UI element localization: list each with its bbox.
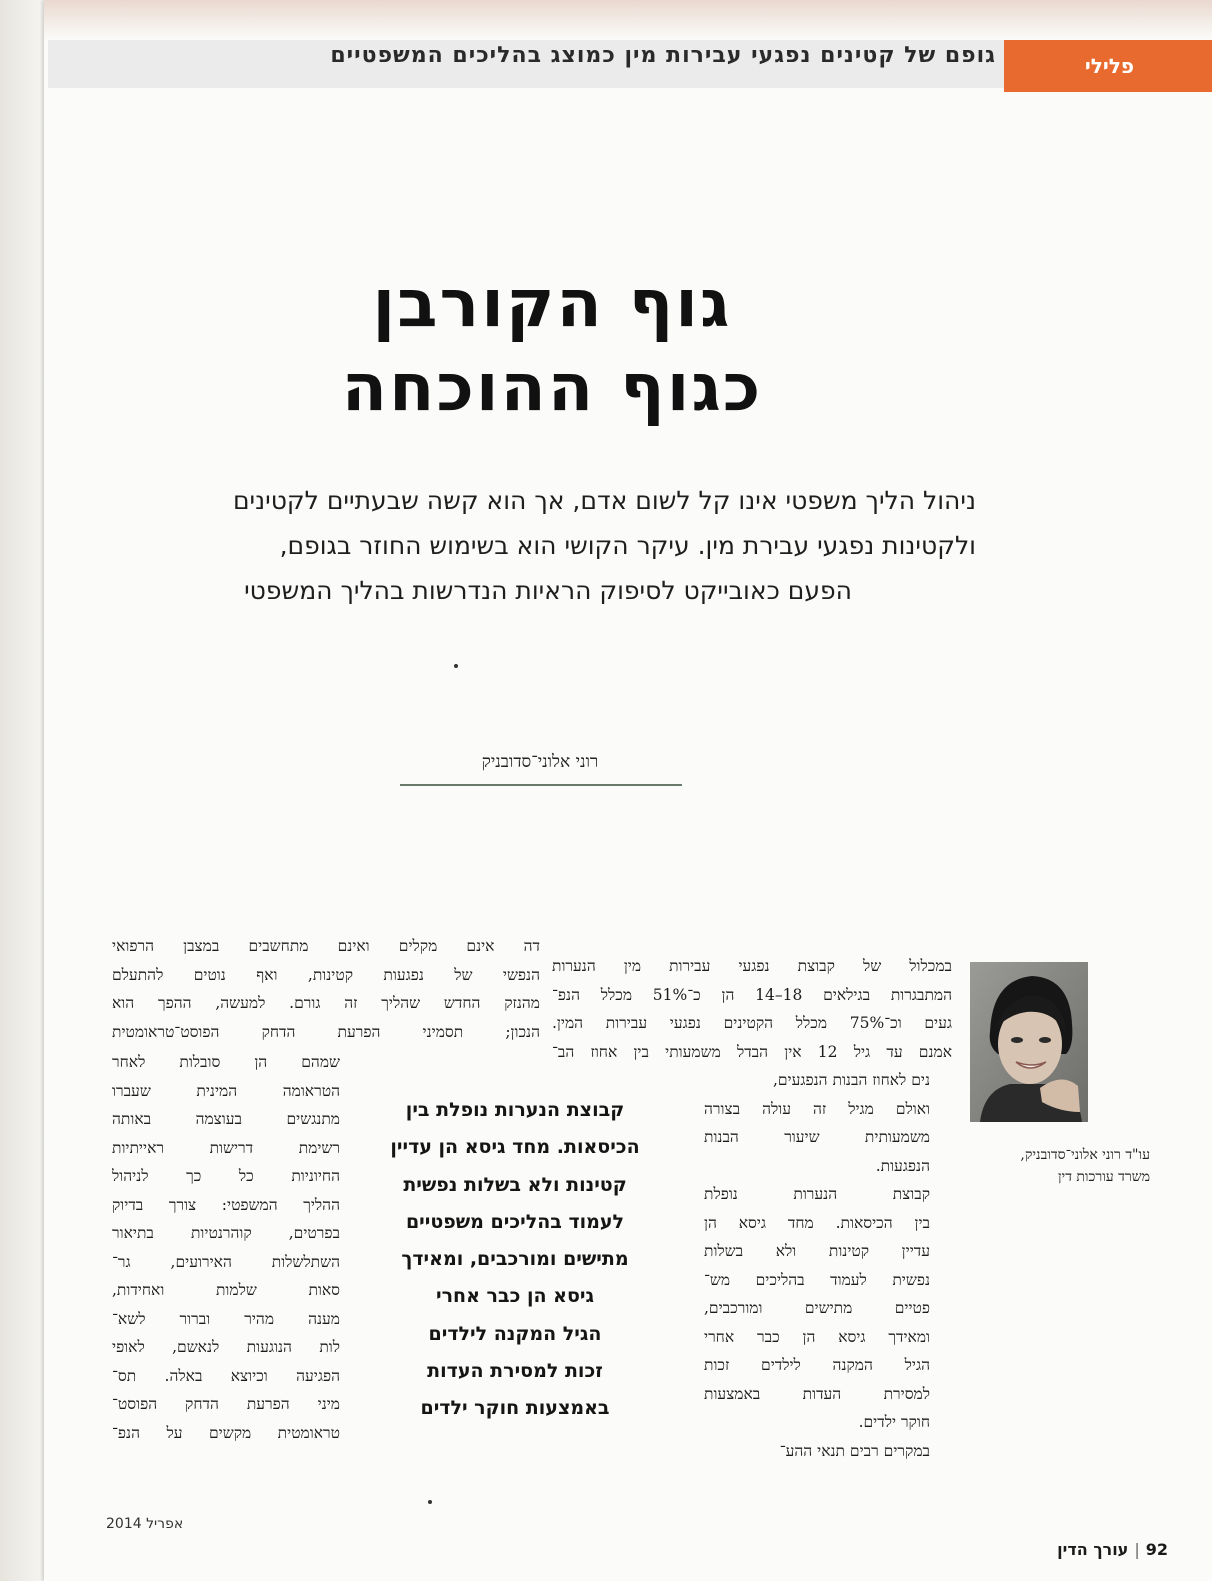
body-line: הנפגעות. bbox=[875, 1156, 930, 1175]
body-line: סאות שלמות ואחידות, bbox=[112, 1281, 340, 1299]
body-line: השתלשלות האירועים, גר־ bbox=[112, 1252, 340, 1271]
body-line: הנכון; תסמיני הפרעת הדחק הפוסט־טראומטית bbox=[112, 1022, 540, 1041]
article-deck bbox=[120, 478, 976, 613]
magazine-name: עורך הדין bbox=[1057, 1540, 1129, 1559]
byline-rule bbox=[400, 784, 682, 786]
headline-line-2: כגוף ההוכחה bbox=[341, 349, 763, 426]
pull-quote-line: גיסא הן כבר אחרי bbox=[436, 1285, 594, 1308]
body-line: מתנגשים בעוצמה באותה bbox=[112, 1110, 340, 1128]
body-line: ואולם מגיל זה עולה בצורה bbox=[704, 1099, 930, 1118]
body-line: פטיים מתישים ומורכבים, bbox=[704, 1299, 930, 1317]
deck-line-1: ניהול הליך משפטי אינו קל לשום אדם, אך הוא קשה שבעתיים לקטינים bbox=[232, 486, 976, 515]
body-line: חוקר ילדים. bbox=[858, 1413, 930, 1431]
body-line: למסירת העדות באמצעות bbox=[704, 1384, 930, 1403]
body-line: טראומטית מקשים על הנפ־ bbox=[112, 1423, 340, 1442]
body-line: המתבגרות בגילאים 18–14 הן כ־51% מכלל הנפ־ bbox=[552, 985, 952, 1004]
body-line: דה אינם מקלים ואינם מתחשבים במצבן הרפואי bbox=[112, 937, 540, 955]
pull-quote-line: באמצעות חוקר ילדים bbox=[420, 1397, 610, 1420]
pull-quote bbox=[370, 1092, 660, 1428]
page-footer bbox=[1057, 1540, 1168, 1559]
body-line: געים וכ־75% מכלל הקטינים נפגעי עבירות המין. bbox=[552, 1014, 952, 1032]
body-line: הנפשי של נפגעות קטינות, ואף נוטים להתעלם bbox=[112, 965, 540, 984]
issue-date: אפריל 2014 bbox=[106, 1516, 184, 1532]
print-speck bbox=[454, 664, 458, 668]
headline-line-1: גוף הקורבן bbox=[372, 265, 732, 342]
column-1-narrow bbox=[704, 1066, 930, 1465]
body-line: מיני הפרעת הדחק הפוסט־ bbox=[112, 1395, 340, 1413]
body-line: קבוצת הנערות נופלת bbox=[704, 1185, 930, 1203]
body-line: בין הכיסאות. מחד גיסא הן bbox=[704, 1213, 930, 1232]
body-line: במקרים רבים תנאי ההע־ bbox=[779, 1441, 930, 1460]
body-line: החיוניות כל כך לניהול bbox=[112, 1167, 340, 1185]
top-edge-tint bbox=[44, 0, 1212, 40]
column-2-top bbox=[112, 932, 540, 1046]
pull-quote-line: זכות למסירת העדות bbox=[427, 1360, 603, 1383]
body-line: מענה מהיר וברור לשא־ bbox=[112, 1309, 340, 1328]
body-line: עדיין קטינות ולא בשלות bbox=[704, 1242, 930, 1260]
author-caption bbox=[960, 1144, 1150, 1188]
column-1-top bbox=[552, 952, 952, 1066]
body-line: במכלול של קבוצת נפגעי עבירות מין הנערות bbox=[552, 957, 952, 975]
author-photo bbox=[970, 962, 1088, 1122]
print-speck bbox=[428, 1500, 432, 1504]
body-line: הפגיעה וכיוצא באלה. תס־ bbox=[112, 1366, 340, 1385]
pull-quote-line: הכיסאות. מחד גיסא הן עדיין bbox=[390, 1136, 640, 1159]
body-line: נפשית לעמוד בהליכים מש־ bbox=[704, 1270, 930, 1289]
deck-line-2: ולקטינות נפגעי עבירת מין. עיקר הקושי הוא בשימוש החוזר בגופם, bbox=[279, 531, 976, 560]
body-line: לות הנוגעות לנאשם, לאופי bbox=[112, 1338, 340, 1356]
byline: רוני אלוני־סדובניק bbox=[481, 752, 599, 772]
author-caption-firm: משרד עורכות דין bbox=[1057, 1169, 1150, 1185]
pull-quote-line: קבוצת הנערות נופלת בין bbox=[405, 1099, 625, 1121]
pull-quote-line: קטינות ולא בשלות נפשית bbox=[403, 1173, 627, 1196]
author-caption-name: עו"ד רוני אלוני־סדובניק, bbox=[1020, 1147, 1150, 1163]
body-line: הגיל המקנה לילדים זכות bbox=[704, 1356, 930, 1374]
body-line: נים לאחוז הבנות הנפגעים, bbox=[772, 1071, 930, 1089]
body-line: שמהם הן סובלות לאחר bbox=[112, 1053, 340, 1071]
article-headline bbox=[190, 262, 914, 430]
body-line: ההליך המשפטי: צורך בדיוק bbox=[112, 1195, 340, 1214]
deck-line-3: הפעם כאובייקט לסיפוק הראיות הנדרשות בהליך המשפטי bbox=[244, 576, 852, 605]
pull-quote-line: לעמוד בהליכים משפטיים bbox=[405, 1210, 625, 1233]
body-line: ומאידך גיסא הן כבר אחרי bbox=[704, 1327, 930, 1346]
body-line: רשימת דרישות ראייתיות bbox=[112, 1138, 340, 1157]
footer-separator: | bbox=[1134, 1540, 1140, 1559]
body-line: מהנזק החדש שהליך זה גורם. למעשה, ההפך הוא bbox=[112, 994, 540, 1012]
pull-quote-line: מתישים ומורכבים, ומאידך bbox=[401, 1248, 629, 1271]
body-line: משמעותית שיעור הבנות bbox=[704, 1128, 930, 1146]
section-label: פלילי bbox=[1084, 54, 1134, 78]
pull-quote-line: הגיל המקנה לילדים bbox=[428, 1322, 602, 1345]
body-line: בפרטים, קוהרנטיות בתיאור bbox=[112, 1224, 340, 1242]
body-line: הטראומה המינית שעברו bbox=[112, 1081, 340, 1100]
body-line: אמנם עד גיל 12 אין הבדל משמעותי בין אחוז הב־ bbox=[552, 1042, 952, 1061]
page-number: 92 bbox=[1145, 1540, 1168, 1559]
column-2-narrow bbox=[112, 1048, 340, 1447]
running-header-title: גופם של קטינים נפגעי עבירות מין כמוצג בהליכים המשפטיים bbox=[330, 43, 996, 68]
binding-gutter bbox=[0, 0, 44, 1581]
